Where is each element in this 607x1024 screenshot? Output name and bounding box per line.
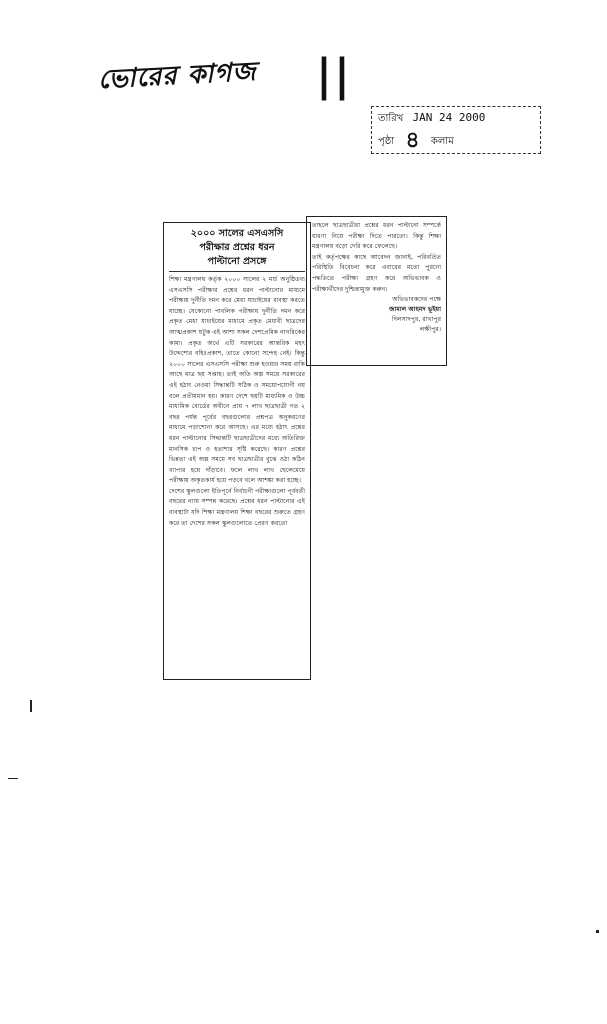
archive-stamp (371, 106, 541, 154)
margin-mark: || (316, 50, 353, 101)
signature-place-2: লক্ষীপুর। (419, 326, 441, 334)
scan-speck (8, 778, 18, 779)
headline-line-2: পরীক্ষার প্রশ্নের ধরন (199, 242, 275, 253)
stamp-page-value: ৪ (405, 128, 420, 153)
scan-speck (596, 930, 599, 933)
newspaper-masthead: ভোরের কাগজ (97, 56, 258, 96)
scan-speck (30, 700, 32, 712)
stamp-date-row (378, 107, 540, 130)
article-paragraph-1: শিক্ষা মন্ত্রণালয় কর্তৃক ২০০০ সালের ২ মার্চ অনুষ্ঠিতব্য এসএসসি পরীক্ষার প্রশ্নের ধরন পাল্টানোর মাধ্যমে পরীক্ষায় দুর্নীতি দমন করে মেধা যাচাইয়ের ব্যবস্থা করতে যাচ্ছে। যেকোনো পাবলিক পরীক্ষায় দুর্নীতি দমন করে প্রকৃত মেধা যাচাইয়ের মাধ্যমে প্রকৃত মেধাবী ছাত্রদের আত্মপ্রকাশ ঘটুক এই আশা সকল দেশপ্রেমিক নাগরিকের কাম্য। প্রকৃত অর্থে এটি সরকারের আন্তরিক মহৎ উদ্দেশ্যের বহিঃপ্রকাশ, তাতে কোনো সন্দেহ নেই। কিন্তু ২০০০ সালের এসএসসি পরীক্ষা শুরু হওয়ার সময় বাকি আছে মাত্র ছয় সপ্তাহ। তাই অতি অল্প সময়ে সরকারের এই হঠাৎ নেওয়া সিদ্ধান্তটি সঠিক ও সময়োপযোগী নয় বলে প্রতীয়মান হয়। কারণ দেশে ছয়টি মাধ্যমিক ও উচ্চ মাধ্যমিক বোর্ডের অধীনে প্রায় ৭ লাখ ছাত্রছাত্রী গত ২ বছর পর্যন্ত পূর্বের বছরগুলোর প্রশ্নপত্র অনুকরণের মাধ্যমে পড়াশোনা করে আসছে। এর মধ্যে হঠাৎ প্রশ্নের ধরন পাল্টানোর সিদ্ধান্তটি ছাত্রছাত্রীদের মধ্যে অতিরিক্ত মানসিক চাপ ও হতাশার সৃষ্টি করেছে। কারণ প্রশ্নের ভিন্নতা এই অল্প সময়ে সব ছাত্রছাত্রীর বুঝে ওঠা কঠিন ব্যাপার হয়ে দাঁড়াবে। ফলে লাখ লাখ ছেলেমেয়ে পরীক্ষায় অকৃতকার্য হয়ে পড়বে বলে আশঙ্কা করা হচ্ছে। (169, 276, 305, 485)
headline-line-3: পাল্টানো প্রসঙ্গে (207, 256, 267, 267)
stamp-date-label: তারিখ (378, 113, 404, 124)
stamp-column-label: কলাম (430, 136, 454, 147)
stamp-page-row (378, 130, 540, 153)
stamp-page-label: পৃষ্ঠা (378, 136, 395, 147)
article-clipping-right-column (306, 216, 447, 366)
stamp-date-value: JAN 24 2000 (412, 111, 486, 124)
signature-place-1: দিলসাদপুর, রাখাপুর (392, 316, 441, 324)
article-paragraph-4: তাই কর্তৃপক্ষের কাছে আবেদন জানাই, পরিবর্তিত পরিস্থিতি বিবেচনা করে এবারের মতো পুরনো পদ্ধতিতে পরীক্ষা গ্রহণ করে অভিভাবক ও পরীক্ষার্থীদের দুশ্চিন্তামুক্ত করুন। (312, 253, 441, 293)
article-paragraph-2: দেশের স্কুলগুলো ইতিপূর্বে নির্বাচনী পরীক্ষাগুলো পূর্ববর্তী বছরের ন্যায় সম্পন্ন করেছে। প্রশ্নের ধরন পাল্টানোর এই ব্যবস্থাটা যদি শিক্ষা মন্ত্রণালয় শিক্ষা বছরের শুরুতে গ্রহণ করে তা দেশের সকল স্কুলগুলোতে প্রেরণ করতো (169, 487, 305, 527)
signature-organization: অভিভাবকদের পক্ষে (392, 296, 441, 304)
article-clipping-left-column (163, 222, 311, 680)
article-paragraph-3: তাহলে ছাত্রছাত্রীরা প্রশ্নের ধরন পাল্টানো সম্পর্কে ধারণা নিয়ে পরীক্ষা দিতে পারতো। কিন্তু শিক্ষা মন্ত্রণালয় বড়ো দেরি করে ফেলেছে। (312, 222, 441, 251)
headline-line-1: ২০০০ সালের এসএসসি (190, 228, 284, 239)
signature-name: জামাল আহমদ ভূইয়া (389, 306, 441, 314)
article-headline (169, 227, 305, 272)
